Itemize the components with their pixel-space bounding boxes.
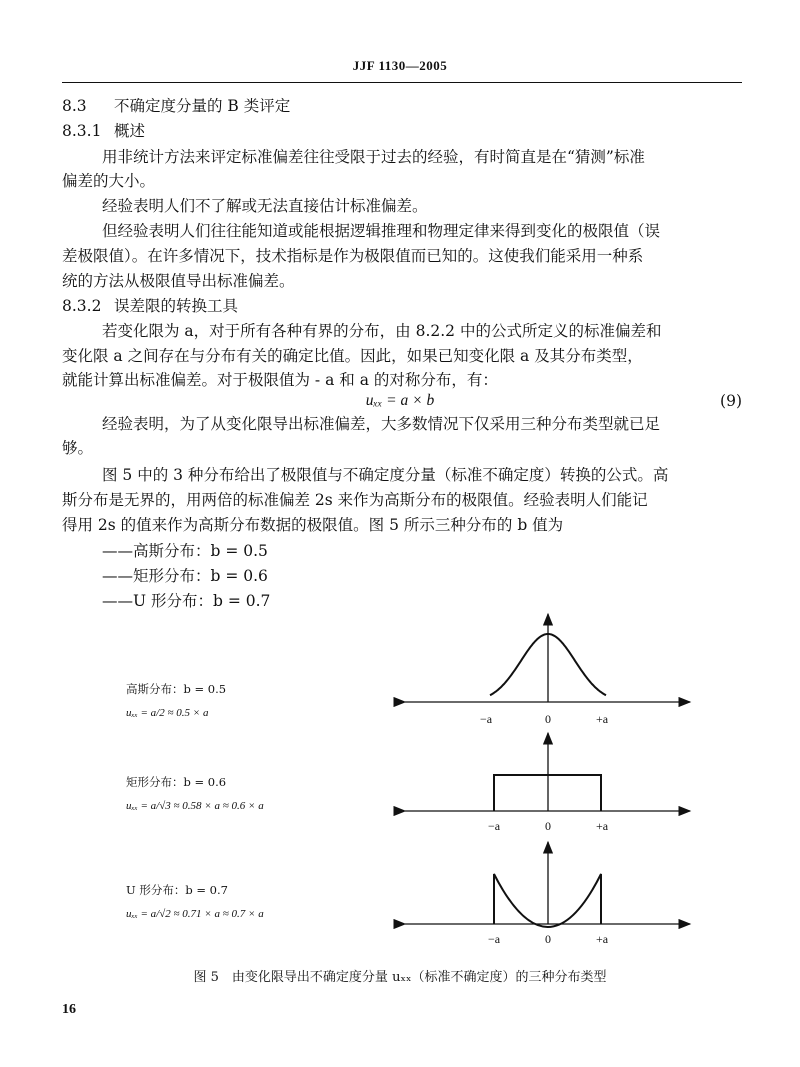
section-title: 不确定度分量的 B 类评定 — [114, 97, 291, 115]
paragraph-3-line-2: 差极限值）。在许多情况下，技术指标是作为极限值而已知的。这使我们能采用一种系 — [62, 247, 644, 265]
paragraph-3-line-1: 但经验表明人们往往能知道或能根据逻辑推理和物理定律来得到变化的极限值（误 — [102, 222, 661, 240]
paragraph-4-line-2: 变化限 a 之间存在与分布有关的确定比值。因此，如果已知变化限 a 及其分布类型， — [62, 347, 643, 365]
figure-5-caption: 图 5 由变化限导出不确定度分量 uₓₓ（标准不确定度）的三种分布类型 — [193, 970, 607, 985]
paragraph-6-line-1: 图 5 中的 3 种分布给出了极限值与不确定度分量（标准不确定度）转换的公式。高 — [102, 466, 669, 484]
rect-label: 矩形分布：b = 0.6 — [126, 775, 227, 789]
u-label: U 形分布：b = 0.7 — [126, 883, 228, 897]
page-number: 16 — [62, 1002, 76, 1017]
paragraph-1-line-2: 偏差的大小。 — [62, 172, 156, 190]
u-tick-neg: −a — [487, 932, 501, 946]
u-formula: uₓₓ = a/√2 ≈ 0.71 × a ≈ 0.7 × a — [126, 908, 264, 920]
rect-tick-zero: 0 — [545, 819, 551, 833]
paragraph-1-line-1: 用非统计方法来评定标准偏差往往受限于过去的经验，有时简直是在“猜测”标准 — [102, 148, 645, 166]
list-item-u: ——U 形分布：b = 0.7 — [102, 592, 271, 610]
u-tick-zero: 0 — [545, 932, 551, 946]
u-tick-pos: +a — [595, 932, 609, 946]
section-number: 8.3.1 — [62, 122, 102, 140]
paragraph-6-line-2: 斯分布是无界的，用两倍的标准偏差 2s 来作为高斯分布的极限值。经验表明人们能记 — [62, 491, 648, 509]
equation-number: (9) — [720, 392, 742, 410]
paragraph-4-line-1: 若变化限为 a，对于所有各种有界的分布，由 8.2.2 中的公式所定义的标准偏差和 — [102, 322, 662, 340]
section-title: 误差限的转换工具 — [114, 297, 239, 315]
gauss-tick-neg: −a — [479, 712, 493, 726]
gauss-diagram — [405, 614, 690, 726]
gauss-formula: uₓₓ = a/2 ≈ 0.5 × a — [126, 707, 209, 719]
section-number: 8.3.2 — [62, 297, 102, 315]
paragraph-5-line-1: 经验表明，为了从变化限导出标准偏差，大多数情况下仅采用三种分布类型就已足 — [102, 415, 661, 433]
rect-formula: uₓₓ = a/√3 ≈ 0.58 × a ≈ 0.6 × a — [126, 800, 264, 812]
paragraph-2-line-1: 经验表明人们不了解或无法直接估计标准偏差。 — [102, 197, 428, 215]
paragraph-4-line-3: 就能计算出标准偏差。对于极限值为 - a 和 a 的对称分布，有： — [62, 371, 498, 389]
gauss-tick-pos: +a — [595, 712, 609, 726]
section-title: 概述 — [114, 122, 146, 140]
list-item-rect: ——矩形分布：b = 0.6 — [102, 567, 268, 585]
paragraph-3-line-3: 统的方法从极限值导出标准偏差。 — [62, 272, 295, 290]
document-code-header: JJF 1130—2005 — [352, 58, 448, 73]
paragraph-6-line-3: 得用 2s 的值来作为高斯分布数据的极限值。图 5 所示三种分布的 b 值为 — [62, 516, 564, 534]
equation-9: uₓₓ = a × b — [365, 392, 435, 409]
gauss-tick-zero: 0 — [545, 712, 551, 726]
list-item-gauss: ——高斯分布：b = 0.5 — [102, 542, 268, 560]
rect-tick-neg: −a — [487, 819, 501, 833]
u-diagram — [405, 842, 690, 946]
gauss-label: 高斯分布：b = 0.5 — [126, 682, 227, 696]
rect-tick-pos: +a — [595, 819, 609, 833]
rect-diagram — [405, 733, 690, 833]
paragraph-5-line-2: 够。 — [62, 439, 94, 457]
section-number: 8.3 — [62, 97, 87, 115]
